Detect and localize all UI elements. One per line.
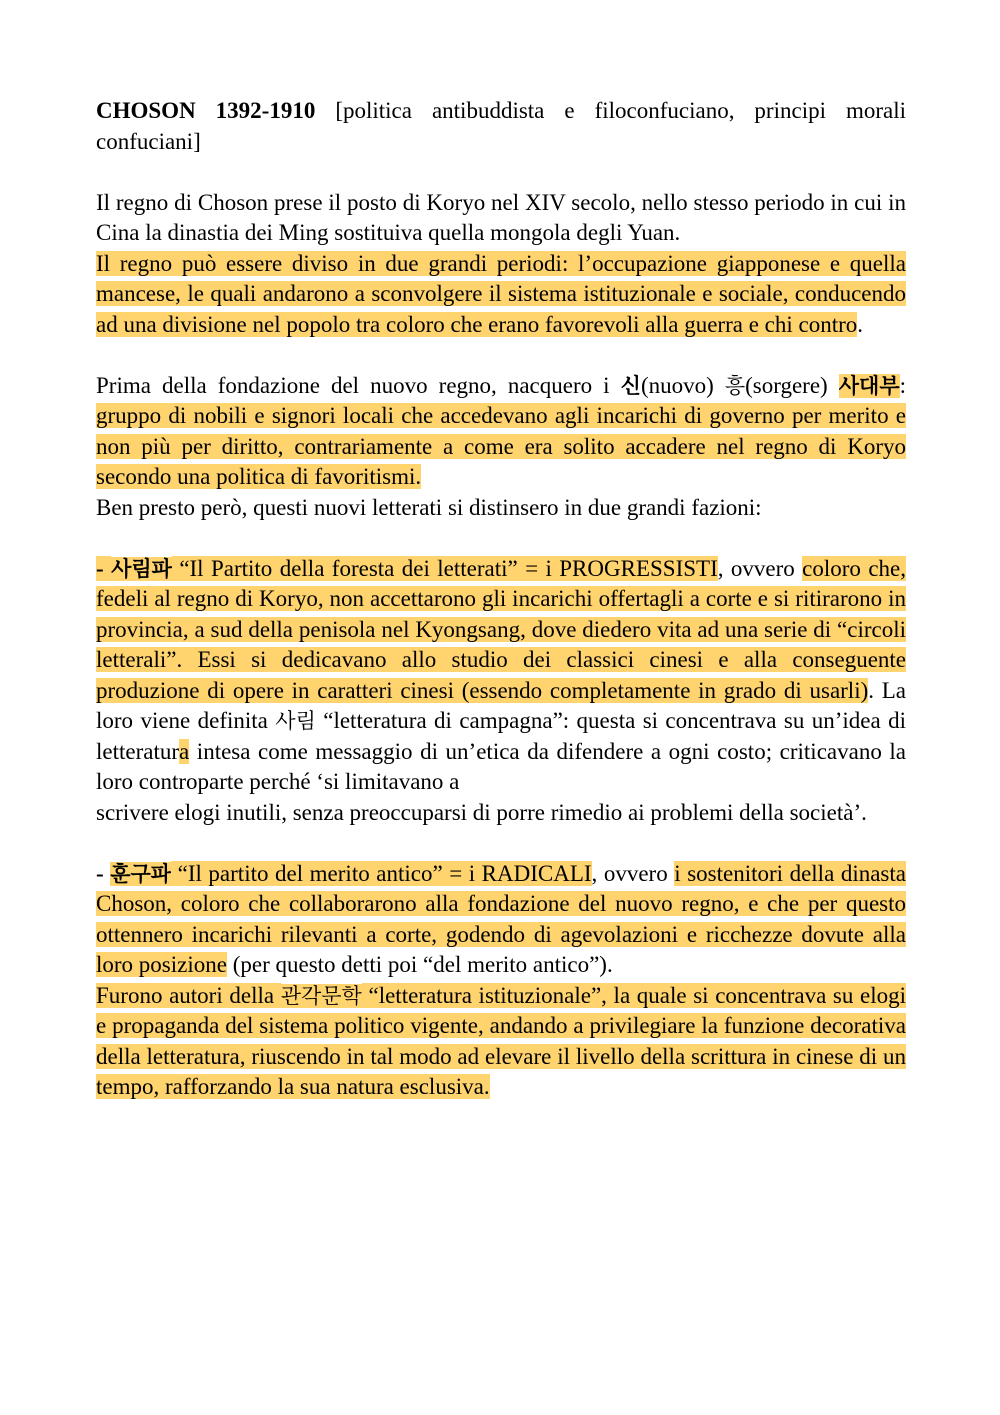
sadaebu-text-4: :: [899, 372, 907, 398]
factions-intro: Ben presto però, questi nuovi letterati si distinsero in due grandi fazioni:: [96, 494, 762, 520]
list-dash: -: [96, 860, 111, 886]
korean-term-gwangakmunhak: 관각문학: [280, 983, 362, 1008]
title-paragraph: [96, 96, 906, 157]
highlighted-text: “Il Partito della foresta dei letterati” = i PROGRESSISTI: [171, 555, 718, 581]
sadaebu-text-1: Prima della fondazione del nuovo regno, nacquero i: [96, 372, 621, 398]
spacer: [96, 523, 906, 554]
sadaebu-text-2: (nuovo): [640, 372, 725, 398]
title-heading: CHOSON 1392-1910: [96, 98, 316, 123]
document-body: [96, 96, 906, 1103]
korean-term-hungupa: 훈구파: [110, 861, 172, 886]
highlighted-text-end: .: [483, 1074, 490, 1099]
highlighted-text: a: [179, 738, 190, 764]
sarim-paragraph: [96, 554, 906, 798]
korean-term-sarim: 사림: [275, 709, 316, 733]
highlighted-text: coloro che, fedeli al regno di Koryo, non accettarono gli incarichi offertagli a corte e si ritirarono in provincia, a sud della penisola nel Kyongsang, dove diedero vita ad una serie di “circoli letterali”. Essi si dedicavano allo studio dei classici cinesi e alla conseguente produzione di opere in caratteri cinesi (essendo completamente in grado di usarli): [96, 555, 906, 703]
highlighted-text: “Il partito del merito antico” = i RADICALI: [171, 860, 592, 886]
korean-term-heung: 흥: [724, 373, 746, 398]
title-subtitle: [politica antibuddista e filoconfuciano, principi morali confuciani]: [96, 98, 907, 154]
sarim-paragraph-end: scrivere elogi inutili, senza preoccuparsi di porre rimedio ai problemi della società’.: [96, 799, 867, 825]
spacer: [96, 157, 906, 188]
sadaebu-text-3: (sorgere): [745, 372, 839, 398]
korean-term-sin: 신: [620, 373, 641, 398]
intro-paragraph-1: Il regno di Choson prese il posto di Koryo nel XIV secolo, nello stesso periodo in cui in Cina la dinastia dei Ming sostituiva quella mongola degli Yuan.: [96, 189, 906, 245]
sarim-text-3: “letteratura di campagna”: questa si concentrava su un’idea di letteratur: [96, 708, 906, 764]
sarim-text-1: , ovvero: [717, 555, 803, 581]
sarim-text-4: intesa come messaggio di un’etica da difendere a ogni costo; criticavano la loro controparte perché ‘si limitavano a: [96, 738, 906, 794]
list-dash: -: [96, 555, 112, 581]
highlighted-text: Il regno può essere diviso in due grandi periodi: l’occupazione giapponese e quella mancese, le quali andarono a sconvolgere il sistema istituzionale e sociale, conducendo ad una divisione nel popolo tra coloro che erano favorevoli alla guerra e chi contro: [96, 250, 906, 337]
hungu-paragraph: [96, 859, 906, 981]
gwangak-paragraph: [96, 981, 906, 1103]
highlighted-text: “letteratura istituzionale”, la quale si concentrava su elogi e propaganda del sistema politico vigente, andando a privilegiare la funzione decorativa della letteratura, riuscendo in tal modo ad elevare il livello della scrittura in cinese di un tempo, rafforzando la sua natura esclusiva: [96, 982, 907, 1099]
hungu-text-2: (per questo detti poi “del merito antico”).: [226, 952, 613, 977]
sarim-text-2: . La loro viene definita: [96, 677, 906, 733]
highlighted-text: Furono autori della: [96, 982, 281, 1008]
intro-paragraph-2: [96, 249, 906, 341]
korean-term-sarimpa: 사림파: [111, 556, 172, 581]
korean-term-sadaebu: 사대부: [838, 373, 900, 398]
hungu-text-1: , ovvero: [591, 860, 675, 886]
highlighted-text: gruppo di nobili e signori locali che accedevano agli incarichi di governo per merito e non più per diritto, contrariamente a come era solito accadere nel regno di Koryo secondo una politica di favoritismi.: [96, 403, 906, 489]
highlighted-text: i sostenitori della dinasta Choson, coloro che collaborarono alla fondazione del nuovo regno, e che per questo ottennero incarichi rilevanti a corte, godendo di agevolazioni e ricchezze dovute alla loro posizione: [96, 860, 906, 977]
sadaebu-paragraph: [96, 371, 906, 493]
spacer: [96, 828, 906, 859]
intro-paragraph-2-end: .: [857, 311, 864, 337]
spacer: [96, 340, 906, 371]
